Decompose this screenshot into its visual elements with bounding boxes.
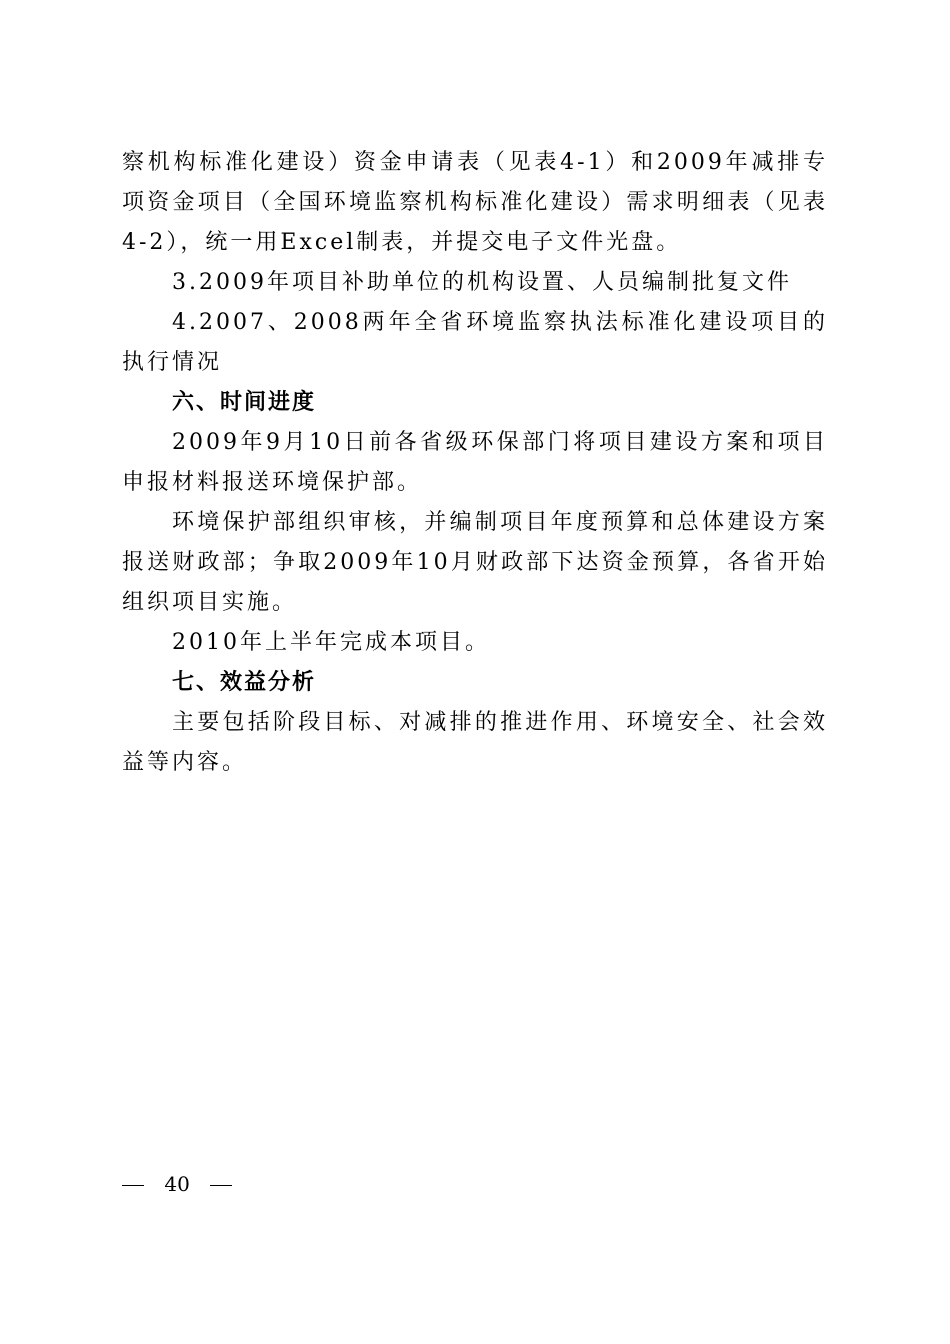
paragraph-schedule-review: 环境保护部组织审核，并编制项目年度预算和总体建设方案报送财政部；争取2009年10月财政部下达资金预算，各省开始组织项目实施。	[122, 510, 828, 615]
footer-left-dash	[122, 1185, 144, 1186]
paragraph-application-forms: 察机构标准化建设）资金申请表（见表4-1）和2009年减排专项资金项目（全国环境监察机构标准化建设）需求明细表（见表4-2），统一用Excel制表，并提交电子文件光盘。	[122, 150, 828, 255]
paragraph-item-4: 4.2007、2008两年全省环境监察执法标准化建设项目的执行情况	[122, 310, 828, 375]
footer-right-dash	[210, 1185, 232, 1186]
document-body	[122, 143, 828, 783]
paragraph-schedule-completion: 2010年上半年完成本项目。	[172, 630, 490, 655]
section-heading-schedule: 六、时间进度	[172, 390, 317, 415]
page-number: 40	[164, 1172, 190, 1196]
paragraph-benefit-content: 主要包括阶段目标、对减排的推进作用、环境安全、社会效益等内容。	[122, 710, 828, 775]
section-heading-benefit-analysis: 七、效益分析	[172, 670, 317, 695]
paragraph-item-3: 3.2009年项目补助单位的机构设置、人员编制批复文件	[172, 270, 792, 295]
paragraph-schedule-deadline: 2009年9月10日前各省级环保部门将项目建设方案和项目申报材料报送环境保护部。	[122, 430, 828, 495]
page-footer	[122, 1170, 232, 1198]
